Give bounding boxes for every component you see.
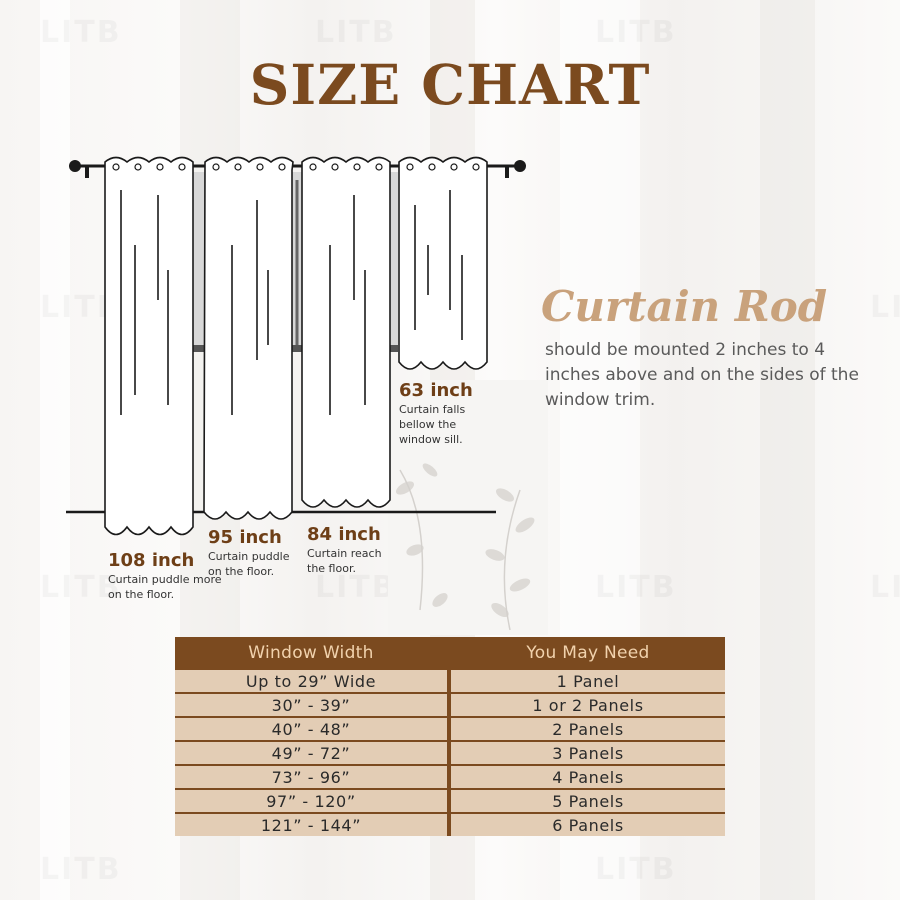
window-width-cell: 73” - 96” xyxy=(175,765,449,789)
length-description: Curtain reach the floor. xyxy=(307,547,382,575)
length-label-84 xyxy=(307,524,392,576)
panels-needed-cell: 4 Panels xyxy=(449,765,725,789)
table-row xyxy=(175,765,725,789)
curtain-rod-note: should be mounted 2 inches to 4 inches above and on the sides of the window trim. xyxy=(545,340,859,410)
panels-needed-cell: 1 Panel xyxy=(449,669,725,693)
length-description: Curtain falls bellow the window sill. xyxy=(399,403,466,446)
curtain-panel-108 xyxy=(105,158,193,535)
window-trim xyxy=(292,345,302,352)
window-width-cell: 97” - 120” xyxy=(175,789,449,813)
window-width-cell: Up to 29” Wide xyxy=(175,669,449,693)
length-value: 63 inch xyxy=(399,380,473,401)
panels-needed-cell: 5 Panels xyxy=(449,789,725,813)
window-size-table xyxy=(175,637,725,836)
window-trim xyxy=(193,172,205,352)
page-title: SIZE CHART xyxy=(249,52,651,117)
table-row xyxy=(175,789,725,813)
panels-needed-cell: 3 Panels xyxy=(449,741,725,765)
rod-bracket xyxy=(85,166,89,178)
table-row xyxy=(175,693,725,717)
panels-needed-cell: 6 Panels xyxy=(449,813,725,836)
curtain-panel-63 xyxy=(399,158,487,370)
rod-finial xyxy=(69,160,81,172)
window-width-cell: 49” - 72” xyxy=(175,741,449,765)
table-row xyxy=(175,717,725,741)
curtain-rod-heading: Curtain Rod xyxy=(541,282,828,331)
window-trim xyxy=(193,345,205,352)
table-row xyxy=(175,669,725,693)
rod-bracket xyxy=(505,166,509,178)
length-label-108 xyxy=(108,550,223,602)
length-description: Curtain puddle on the floor. xyxy=(208,550,290,578)
panels-needed-cell: 1 or 2 Panels xyxy=(449,693,725,717)
column-header-window-width: Window Width xyxy=(175,637,449,669)
column-header-you-may-need: You May Need xyxy=(449,637,725,669)
length-value: 95 inch xyxy=(208,527,282,548)
length-description: Curtain puddle more on the floor. xyxy=(108,573,222,601)
table-header-row xyxy=(175,637,725,669)
window-width-cell: 121” - 144” xyxy=(175,813,449,836)
length-value: 108 inch xyxy=(108,550,195,571)
length-value: 84 inch xyxy=(307,524,381,545)
curtain-panel-84 xyxy=(302,158,390,508)
table-row xyxy=(175,813,725,836)
rod-finial xyxy=(514,160,526,172)
window-width-cell: 40” - 48” xyxy=(175,717,449,741)
length-label-95 xyxy=(208,527,303,579)
panels-needed-cell: 2 Panels xyxy=(449,717,725,741)
curtain-panel-95 xyxy=(204,158,293,520)
length-label-63 xyxy=(399,380,479,447)
table-row xyxy=(175,741,725,765)
window-width-cell: 30” - 39” xyxy=(175,693,449,717)
